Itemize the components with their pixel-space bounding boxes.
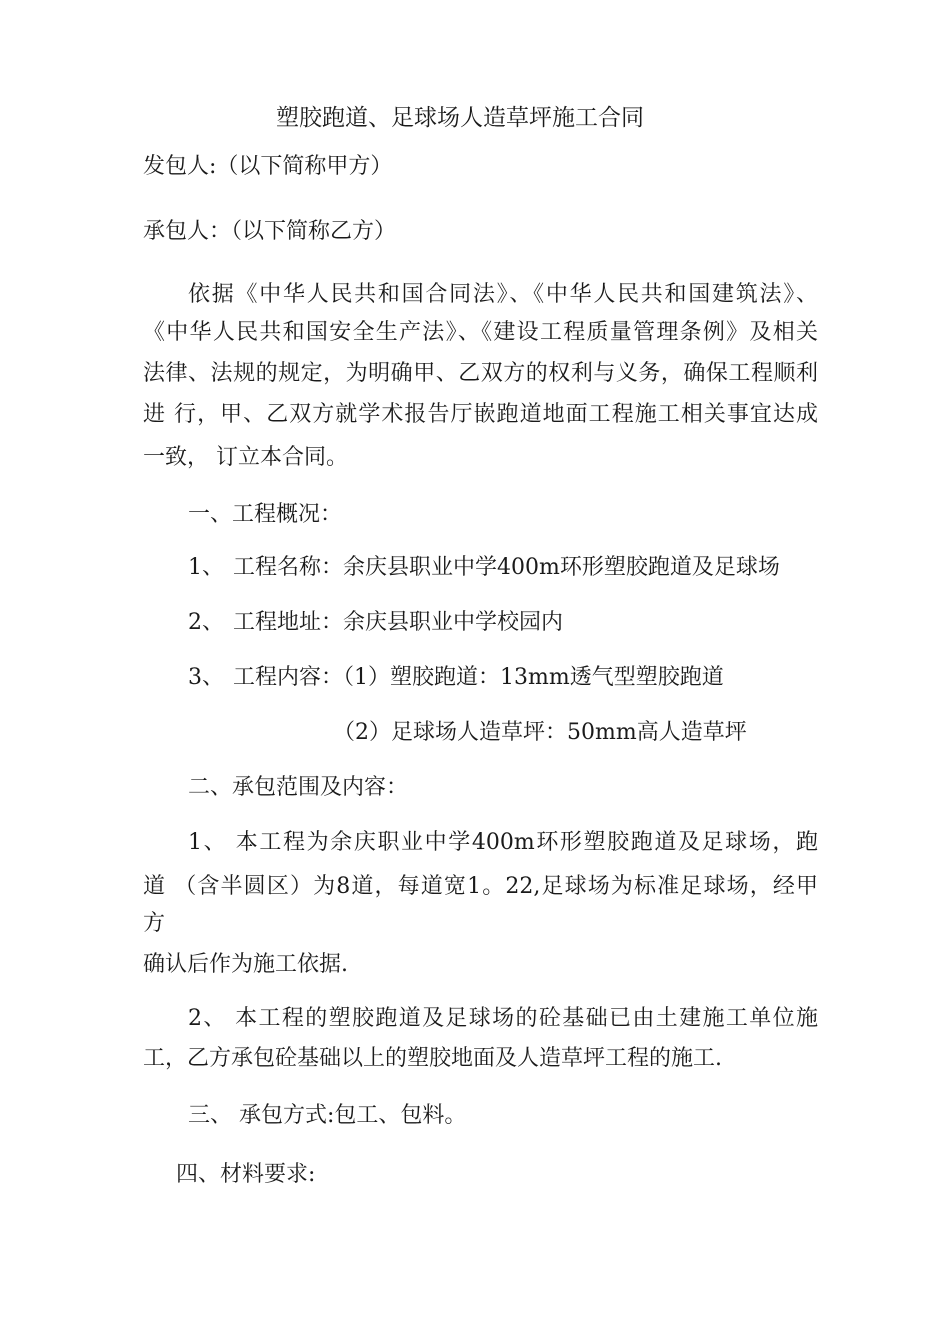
section2-p2-line: 工，乙方承包砼基础以上的塑胶地面及人造草坪工程的施工.: [143, 1046, 722, 1071]
section1-item-text: 工程内容：（1）塑胶跑道：13mm透气型塑胶跑道: [233, 665, 724, 690]
intro-line: 依据《中华人民共和国合同法》、《中华人民共和国建筑法》、: [188, 282, 818, 307]
section2-p2-line: 2、 本工程的塑胶跑道及足球场的砼基础已由土建施工单位施: [188, 1006, 818, 1031]
section2-p1-line: 方: [143, 911, 166, 936]
section1-item-number: 3、: [188, 665, 224, 690]
party-a-line: 发包人:（以下简称甲方）: [143, 154, 393, 179]
section3-heading: 三、 承包方式:包工、包料。: [188, 1103, 467, 1128]
document-title: 塑胶跑道、足球场人造草坪施工合同: [276, 105, 644, 131]
section1-heading: 一、工程概况：: [188, 502, 343, 527]
section2-p1-line: 1、 本工程为余庆职业中学400m环形塑胶跑道及足球场，跑: [188, 830, 818, 855]
section1-item-number: 2、: [188, 610, 224, 635]
section1-item-number: 1、: [188, 555, 224, 580]
party-b-line: 承包人：（以下简称乙方）: [143, 219, 397, 244]
section1-item-text: 工程名称：余庆县职业中学400m环形塑胶跑道及足球场: [233, 555, 780, 580]
section2-p1-line: 确认后作为施工依据.: [143, 952, 348, 977]
section4-heading: 四、材料要求:: [176, 1162, 316, 1187]
section2-heading: 二、承包范围及内容：: [188, 775, 409, 800]
intro-line: 《中华人民共和国安全生产法》、《建设工程质量管理条例》及相关: [143, 320, 818, 345]
intro-line: 一致， 订立本合同。: [143, 445, 348, 470]
intro-line: 进 行，甲、乙双方就学术报告厅嵌跑道地面工程施工相关事宜达成: [143, 402, 818, 427]
section1-item-text: 工程地址：余庆县职业中学校园内: [233, 610, 564, 635]
section1-item3-continuation: （2）足球场人造草坪：50mm高人造草坪: [333, 720, 747, 745]
intro-line: 法律、法规的规定，为明确甲、乙双方的权利与义务，确保工程顺利: [143, 361, 818, 386]
section2-p1-line: 道 （含半圆区）为8道，每道宽1。22,足球场为标准足球场，经甲: [143, 874, 818, 899]
